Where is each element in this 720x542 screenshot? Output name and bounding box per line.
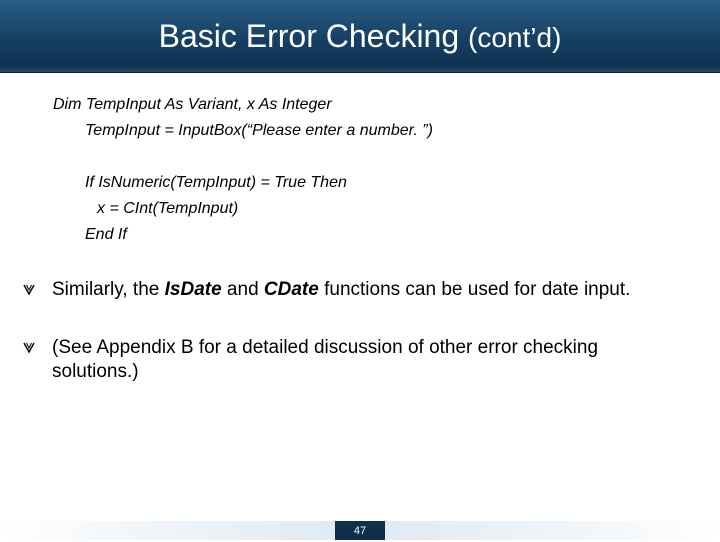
diamond-bullet-icon [22,340,36,354]
bullet1-part1: Similarly, the [52,279,165,300]
bullet1-part2: and [221,279,264,300]
code-line-4: x = CInt(TempInput) [97,200,239,217]
page-number: 47 [335,521,385,540]
bullet1-part3: functions can be used for date input. [318,279,631,300]
code-line-2: TempInput = InputBox(“Please enter a number. ”) [85,122,433,139]
bullet-text-1 [52,278,682,302]
slide-title-main: Basic Error Checking [158,18,460,54]
bullet-text-2: (See Appendix B for a detailed discussion of other error checking solutions.) [52,337,599,382]
slide-title [0,16,720,58]
code-line-5: End If [85,226,127,243]
diamond-bullet-icon [22,282,36,296]
bullet-item-2 [22,336,702,388]
title-bar [0,0,720,73]
bullet1-isdate: IsDate [164,279,222,300]
bullet-item-1 [22,278,702,304]
code-line-1: Dim TempInput As Variant, x As Integer [53,96,332,113]
slide-title-suffix: (cont’d) [468,22,562,53]
bullet1-cdate: CDate [263,279,319,300]
code-line-3: If IsNumeric(TempInput) = True Then [85,174,347,191]
